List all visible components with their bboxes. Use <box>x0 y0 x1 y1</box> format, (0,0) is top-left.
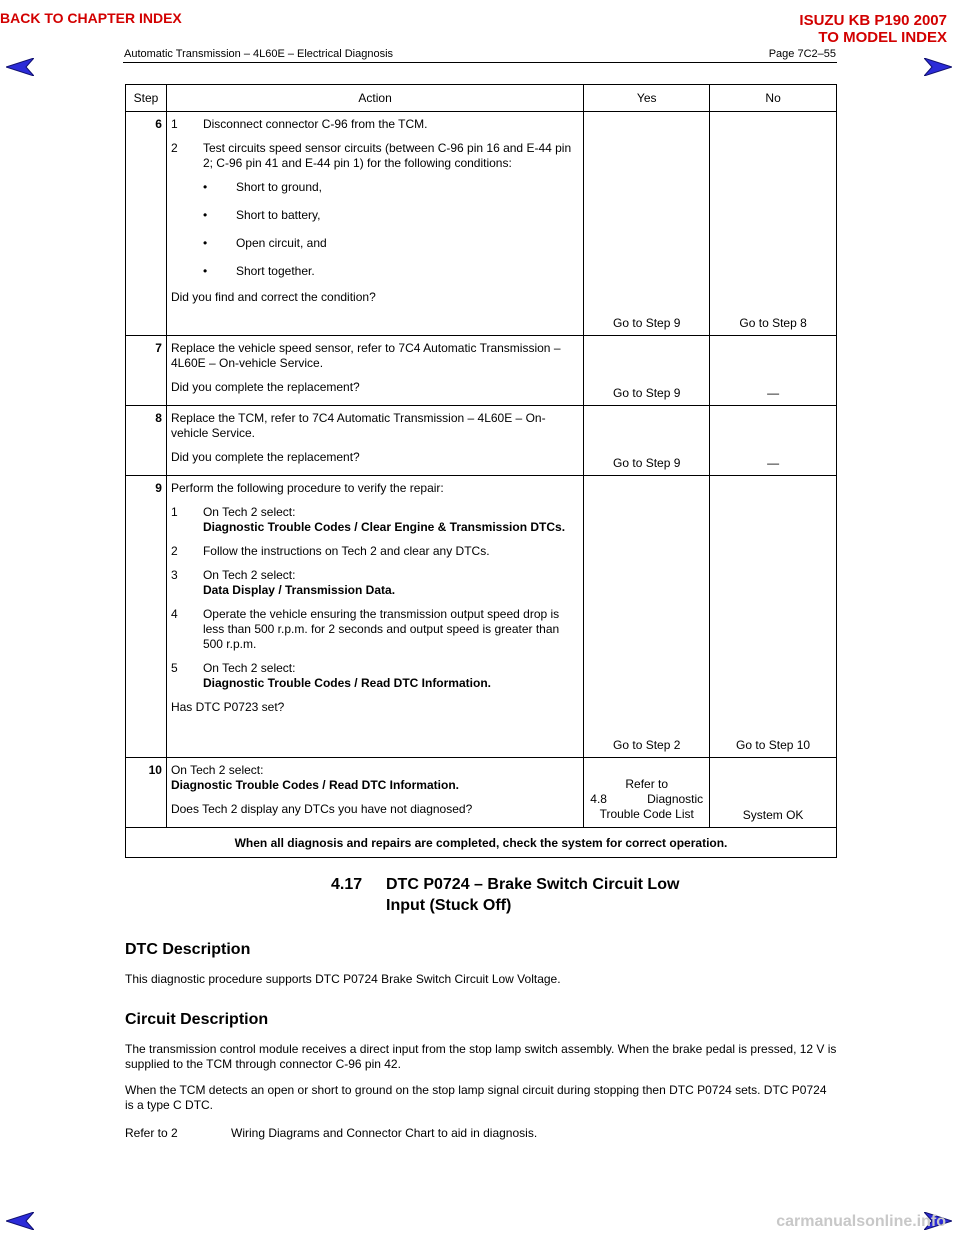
bullet-icon: • <box>202 236 208 250</box>
item-text: On Tech 2 select: <box>202 661 296 675</box>
step-text: On Tech 2 select: <box>170 763 264 777</box>
no-result: — <box>710 336 837 406</box>
bullet-icon: • <box>202 180 208 194</box>
item-text: On Tech 2 select: <box>202 505 296 519</box>
table-header-row <box>126 85 837 112</box>
yes-line[interactable]: Trouble Code List <box>599 807 694 821</box>
step-number: 10 <box>126 758 167 828</box>
step-question: Does Tech 2 display any DTCs you have not diagnosed? <box>170 802 473 816</box>
to-model-index-link[interactable]: TO MODEL INDEX <box>818 29 947 46</box>
col-header-action: Action <box>166 85 583 112</box>
no-result: Go to Step 10 <box>710 476 837 758</box>
table-row-step-6 <box>126 112 837 336</box>
no-result: Go to Step 8 <box>710 112 837 336</box>
dtc-description-heading: DTC Description <box>125 941 251 958</box>
no-result: — <box>710 406 837 476</box>
step-number: 6 <box>126 112 167 336</box>
circuit-description-para-1: The transmission control module receives a direct input from the stop lamp switch assembly. When the brake pedal is pressed, 12 V is supplied to the TCM through connector C-96 pin 42. <box>125 1042 837 1071</box>
step-question: Did you complete the replacement? <box>170 450 360 464</box>
tech2-menu-path: Diagnostic Trouble Codes / Read DTC Information. <box>170 778 459 792</box>
step-question: Did you complete the replacement? <box>170 380 360 394</box>
item-text: Test circuits speed sensor circuits (between C-96 pin 16 and E-44 pin 2; C-96 pin 41 and E-44 pin 1) for the following conditions: <box>202 141 572 170</box>
bullet-icon: • <box>202 264 208 278</box>
yes-ref-word[interactable]: Diagnostic <box>647 792 704 806</box>
step-question: Did you find and correct the condition? <box>170 290 376 304</box>
table-row-step-9 <box>126 476 837 758</box>
item-number: 3 <box>170 568 178 582</box>
bullet-text: Short together. <box>235 264 315 278</box>
step-question: Has DTC P0723 set? <box>170 700 285 714</box>
item-text: Operate the vehicle ensuring the transmission output speed drop is less than 500 r.p.m. for 2 seconds and output speed is greater than 500 r.p.m. <box>202 607 560 651</box>
step-action <box>166 112 583 336</box>
item-number: 5 <box>170 661 178 675</box>
table-footer-row <box>126 828 837 858</box>
yes-result: Go to Step 9 <box>584 112 710 336</box>
section-heading <box>331 874 679 916</box>
bullet-icon: • <box>202 208 208 222</box>
step-text: Replace the vehicle speed sensor, refer to 7C4 Automatic Transmission – 4L60E – On-vehicle Service. <box>170 341 561 370</box>
tech2-menu-path: Diagnostic Trouble Codes / Read DTC Information. <box>202 676 491 690</box>
table-row-step-7 <box>126 336 837 406</box>
bullet-text: Open circuit, and <box>235 236 327 250</box>
step-number: 8 <box>126 406 167 476</box>
page-number: Page 7C2–55 <box>768 48 836 60</box>
circuit-description-heading: Circuit Description <box>125 1011 269 1028</box>
bullet-text: Short to battery, <box>235 208 321 222</box>
section-number: 4.17 <box>331 876 363 893</box>
next-page-arrow-icon[interactable] <box>924 58 952 76</box>
step-action <box>166 476 583 758</box>
section-title-line2: Input (Stuck Off) <box>386 897 512 914</box>
step-number: 9 <box>126 476 167 758</box>
col-header-no: No <box>710 85 837 112</box>
previous-page-arrow-icon[interactable] <box>6 58 34 76</box>
bullet-text: Short to ground, <box>235 180 323 194</box>
col-header-step: Step <box>126 85 167 112</box>
item-number: 4 <box>170 607 178 621</box>
no-result: System OK <box>710 758 837 828</box>
yes-ref-number[interactable]: 4.8 <box>590 792 607 806</box>
item-number: 1 <box>170 505 178 519</box>
item-text: Disconnect connector C-96 from the TCM. <box>202 117 428 131</box>
yes-result: Go to Step 2 <box>584 476 710 758</box>
refer-to-link[interactable]: Refer to 2 <box>125 1126 178 1140</box>
step-intro: Perform the following procedure to verify the repair: <box>170 481 444 495</box>
item-text: Follow the instructions on Tech 2 and clear any DTCs. <box>202 544 490 558</box>
section-title-line1: DTC P0724 – Brake Switch Circuit Low <box>386 876 680 893</box>
dtc-description-text: This diagnostic procedure supports DTC P0724 Brake Switch Circuit Low Voltage. <box>125 972 561 986</box>
item-text: On Tech 2 select: <box>202 568 296 582</box>
yes-result: Go to Step 9 <box>584 406 710 476</box>
model-index-nav <box>799 12 947 46</box>
circuit-description-para-3 <box>125 1126 837 1141</box>
back-to-chapter-index-label[interactable]: BACK TO CHAPTER INDEX <box>0 10 182 26</box>
tech2-menu-path: Data Display / Transmission Data. <box>202 583 396 597</box>
circuit-description-para-2: When the TCM detects an open or short to ground on the stop lamp signal circuit during stopping then DTC P0724 sets. DTC P0724 is a type C DTC. <box>125 1083 827 1112</box>
item-number: 2 <box>170 544 178 558</box>
tech2-menu-path: Diagnostic Trouble Codes / Clear Engine & Transmission DTCs. <box>202 520 566 534</box>
header-divider <box>123 62 837 63</box>
watermark: carmanualsonline.info <box>776 1213 946 1230</box>
step-action <box>166 336 583 406</box>
header-title: Automatic Transmission – 4L60E – Electrical Diagnosis <box>124 48 394 60</box>
item-number: 2 <box>170 141 178 155</box>
col-header-yes: Yes <box>584 85 710 112</box>
yes-result <box>584 758 710 828</box>
back-to-chapter-index-link[interactable] <box>0 10 182 26</box>
table-row-step-8 <box>126 406 837 476</box>
step-action <box>166 406 583 476</box>
refer-to-text: Wiring Diagrams and Connector Chart to aid in diagnosis. <box>231 1126 538 1140</box>
model-title[interactable]: ISUZU KB P190 2007 <box>799 12 947 29</box>
step-action <box>166 758 583 828</box>
table-row-step-10 <box>126 758 837 828</box>
step-text: Replace the TCM, refer to 7C4 Automatic Transmission – 4L60E – On-vehicle Service. <box>170 411 546 440</box>
step-number: 7 <box>126 336 167 406</box>
table-footer-note: When all diagnosis and repairs are completed, check the system for correct operation. <box>126 828 837 858</box>
item-number: 1 <box>170 117 178 131</box>
diagnostic-steps-table <box>125 84 837 858</box>
previous-page-arrow-bottom-icon[interactable] <box>6 1212 34 1230</box>
yes-line: Refer to <box>625 777 669 791</box>
running-header <box>124 48 836 60</box>
yes-result: Go to Step 9 <box>584 336 710 406</box>
